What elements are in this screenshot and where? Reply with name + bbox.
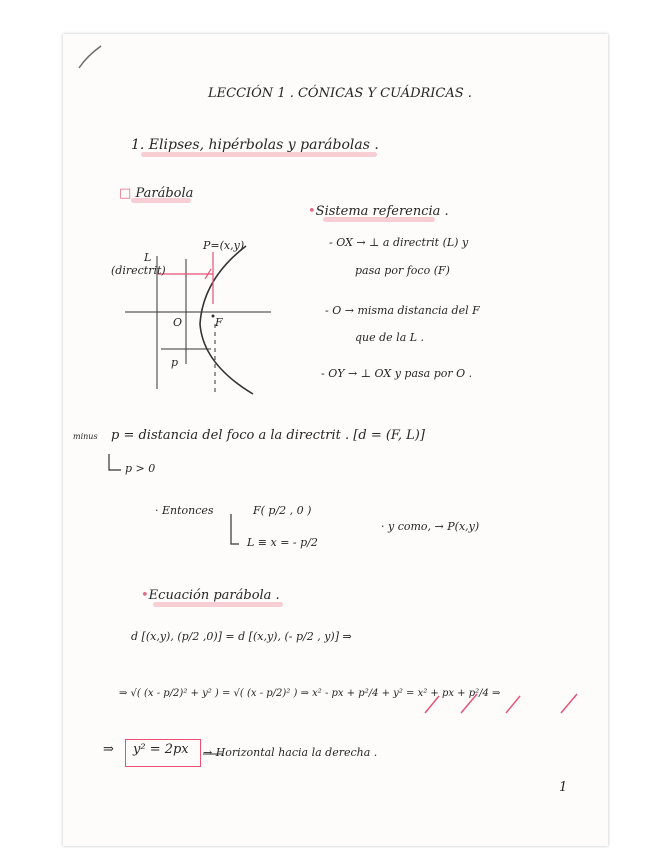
entonces-focus: F( p/2 , 0 ): [253, 504, 312, 517]
entonces-y-como: · y como, → P(x,y): [381, 520, 480, 533]
checkbox-icon: □: [119, 186, 132, 201]
minus-note: minus: [73, 432, 98, 441]
equation-line-2: ⇒ √( (x - p/2)² + y² ) = √( (x - p/2)² ) ⇒ x² - px + p²/4 + y² = x² + px + p²/4 ⇒: [119, 688, 501, 699]
ecuacion-heading-label: Ecuación parábola .: [148, 588, 280, 603]
page-number: 1: [559, 780, 568, 795]
sistema-heading-label: Sistema referencia .: [315, 204, 449, 219]
bullet-icon: •: [308, 204, 316, 219]
diagram-point: P=(x,y): [203, 239, 245, 252]
diagram-focus: F: [215, 316, 223, 329]
subsection-label: Parábola: [135, 186, 194, 201]
diagram-directrit: (directrit): [111, 264, 166, 277]
diagram-p: p: [171, 356, 179, 369]
diagram-origin: O: [173, 316, 183, 329]
result-note: → Horizontal hacia la derecha .: [203, 746, 378, 759]
implies-arrow: ⇒: [103, 742, 114, 757]
subsection-title: [119, 186, 193, 201]
ecuacion-heading: [141, 588, 280, 603]
bullet-icon: •: [141, 588, 149, 603]
oy-line: - OY → ⊥ OX y pasa por O .: [321, 367, 473, 380]
p-definition: p = distancia del foco a la directrit . [d = (F, L)]: [111, 428, 425, 443]
ox-line-2: pasa por foco (F): [355, 264, 450, 277]
diagram-L: L: [144, 251, 152, 264]
section-title: 1. Elipses, hipérbolas y parábolas .: [131, 137, 379, 153]
entonces-label: · Entonces: [155, 504, 214, 517]
result-equation: y² = 2px: [133, 742, 189, 757]
lesson-title: LECCIÓN 1 . CÓNICAS Y CUÁDRICAS .: [208, 86, 472, 101]
o-line-2: que de la L .: [355, 331, 425, 344]
sistema-heading: [308, 204, 449, 219]
equation-line-1: d [(x,y), (p/2 ,0)] = d [(x,y), (- p/2 , y)] ⇒: [131, 630, 352, 643]
p-positive: p > 0: [125, 462, 156, 475]
entonces-directrix: L ≡ x = - p/2: [247, 536, 318, 549]
notebook-page: [63, 34, 608, 846]
o-line-1: - O → misma distancia del F: [325, 304, 480, 317]
ox-line-1: - OX → ⊥ a directrit (L) y: [329, 236, 469, 249]
